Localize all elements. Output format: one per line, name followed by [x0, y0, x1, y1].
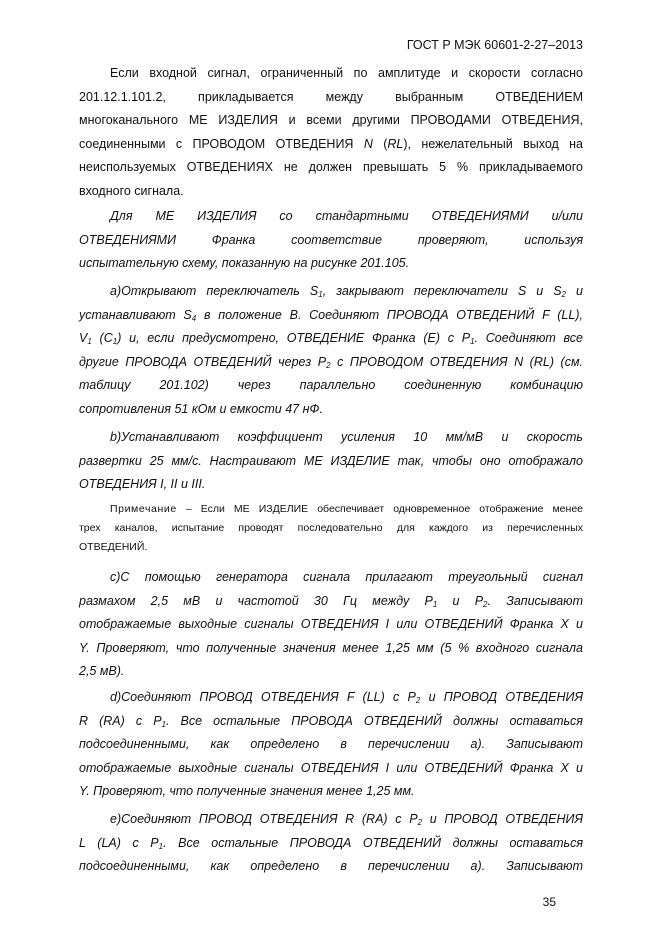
- subscript: 2: [561, 290, 566, 299]
- text-line: [79, 710, 583, 734]
- test-step-b: [79, 426, 583, 497]
- text-line: развертки 25 мм/с. Настраивают МЕ ИЗДЕЛИЕ так, чтобы оно отображало: [79, 453, 583, 468]
- text-line: [79, 808, 583, 832]
- text-line: 2,5 мВ).: [79, 664, 125, 678]
- subscript: 2: [326, 360, 331, 370]
- text-line: многоканального МЕ ИЗДЕЛИЯ и всеми другими ПРОВОДАМИ ОТВЕДЕНИЯ,: [79, 113, 583, 127]
- test-step-c: [79, 566, 583, 684]
- text-line: испытательную схему, показанную на рисунке 201.105.: [79, 256, 410, 270]
- text-line: 201.12.1.101.2, прикладывается между выбранным ОТВЕДЕНИЕМ: [79, 89, 583, 104]
- text-fragment: и: [565, 284, 583, 298]
- text-line: [79, 832, 583, 856]
- text-line: [79, 304, 583, 328]
- text-line: [79, 351, 583, 375]
- test-step-a: [79, 280, 583, 421]
- text-line: сопротивления 51 кОм и емкости 47 нФ.: [79, 401, 323, 416]
- text-fragment: другие ПРОВОДА ОТВЕДЕНИЙ через Р: [79, 354, 327, 369]
- paragraph-compliance: [79, 205, 583, 276]
- text-fragment: в положение В. Соединяют ПРОВОДА ОТВЕДЕНИЙ F (LL),: [196, 307, 583, 322]
- text-fragment: –: [176, 503, 201, 515]
- text-line: b)Устанавливают коэффициент усиления 10 мм/мВ и скорость: [110, 430, 583, 444]
- subscript: 1: [318, 290, 323, 299]
- subscript: 1: [432, 599, 438, 609]
- text-line: отображаемые выходные сигналы ОТВЕДЕНИЯ I или ОТВЕДЕНИЙ Франка X и: [79, 617, 583, 631]
- subscript: 2: [483, 599, 488, 609]
- text-line: Y. Проверяют, что полученные значения менее 1,25 мм (5 % входного сигнала: [79, 640, 583, 655]
- text-line: ОТВЕДЕНИЙ.: [79, 541, 148, 553]
- text-line: Y. Проверяют, что полученные значения менее 1,25 мм.: [79, 784, 415, 798]
- text-fragment: L (LA) с Р: [79, 835, 159, 850]
- text-fragment: (С: [91, 331, 113, 345]
- text-line: [79, 327, 583, 351]
- text-line: подсоединенными, как определено в перечислении а). Записывают: [79, 859, 583, 873]
- text-line: [79, 590, 583, 614]
- text-fragment: Если МЕ ИЗДЕЛИЕ обеспечивает одновременное отображение менее: [200, 503, 583, 515]
- text-fragment: R (RA) с Р: [79, 713, 162, 728]
- subscript: 2: [417, 818, 423, 827]
- text-line: [79, 500, 583, 519]
- subscript: 1: [158, 841, 164, 851]
- text-line: ОТВЕДЕНИЯ I, II и III.: [79, 477, 206, 491]
- text-fragment: устанавливают S: [79, 307, 192, 322]
- text-fragment: ), нежелательный выход на: [403, 136, 584, 151]
- test-step-e: [79, 808, 583, 879]
- text-fragment: а)Открывают переключатель S: [110, 284, 319, 298]
- text-fragment: и Р: [437, 593, 484, 608]
- text-line: таблицу 201.102) через параллельно соединенную комбинацию: [79, 378, 583, 392]
- text-line: неиспользуемых ОТВЕДЕНИЯХ не должен превышать 5 % прикладываемого: [79, 160, 583, 174]
- lead-symbol: N: [363, 136, 373, 151]
- subscript: 1: [470, 337, 475, 346]
- text-line: Если входной сигнал, ограниченный по амплитуде и скорости согласно: [110, 66, 583, 80]
- subscript: 4: [191, 313, 197, 323]
- note-label: Примечание: [110, 503, 177, 515]
- subscript: 1: [161, 719, 166, 729]
- subscript: 2: [415, 696, 421, 705]
- note-block: [79, 500, 583, 557]
- text-line: [79, 280, 583, 304]
- text-fragment: соединенными с ПРОВОДОМ ОТВЕДЕНИЯ: [79, 136, 364, 151]
- document-header: ГОСТ Р МЭК 60601-2-27–2013: [406, 38, 583, 52]
- text-line: [79, 686, 583, 710]
- text-fragment: . Все остальные ПРОВОДА ОТВЕДЕНИЙ должны оставаться: [163, 835, 583, 850]
- text-fragment: . Записывают: [487, 593, 583, 608]
- text-line: с)С помощью генератора сигнала прилагают треугольный сигнал: [110, 570, 583, 584]
- text-line: ОТВЕДЕНИЯМИ Франка соответствие проверяют, используя: [79, 232, 583, 247]
- text-line: отображаемые выходные сигналы ОТВЕДЕНИЯ I или ОТВЕДЕНИЙ Франка X и: [79, 760, 583, 775]
- text-line: трех каналов, испытание проводят последовательно для каждого из перечисленных: [79, 522, 583, 534]
- text-fragment: е)Соединяют ПРОВОД ОТВЕДЕНИЯ R (RA) с Р: [110, 812, 418, 826]
- paragraph-requirement: [79, 62, 583, 203]
- text-fragment: (: [372, 136, 388, 151]
- text-fragment: и ПРОВОД ОТВЕДЕНИЯ: [420, 690, 584, 704]
- subscript: 1: [112, 337, 118, 346]
- text-line: подсоединенными, как определено в перечислении а). Записывают: [79, 737, 583, 751]
- text-line: [79, 133, 583, 157]
- text-fragment: . Все остальные ПРОВОДА ОТВЕДЕНИЙ должны оставаться: [166, 713, 583, 728]
- text-fragment: , закрывают переключатели S и S: [322, 284, 562, 298]
- text-fragment: с ПРОВОДОМ ОТВЕДЕНИЯ N (RL) (см.: [330, 354, 584, 369]
- text-fragment: V: [79, 331, 88, 345]
- lead-symbol: RL: [387, 136, 404, 151]
- text-fragment: ) и, если предусмотрено, ОТВЕДЕНИЕ Франка (Е) с Р: [117, 331, 471, 345]
- text-fragment: и ПРОВОД ОТВЕДЕНИЯ: [422, 812, 583, 826]
- text-fragment: . Соединяют все: [474, 331, 583, 345]
- text-fragment: размахом 2,5 мВ и частотой 30 Гц между Р: [79, 593, 433, 608]
- text-line: входного сигнала.: [79, 183, 184, 198]
- text-line: Для МЕ ИЗДЕЛИЯ со стандартными ОТВЕДЕНИЯМИ и/или: [110, 209, 583, 223]
- subscript: 1: [87, 337, 92, 346]
- text-fragment: d)Соединяют ПРОВОД ОТВЕДЕНИЯ F (LL) с Р: [110, 690, 416, 704]
- page-number: 35: [542, 895, 556, 909]
- test-step-d: [79, 686, 583, 804]
